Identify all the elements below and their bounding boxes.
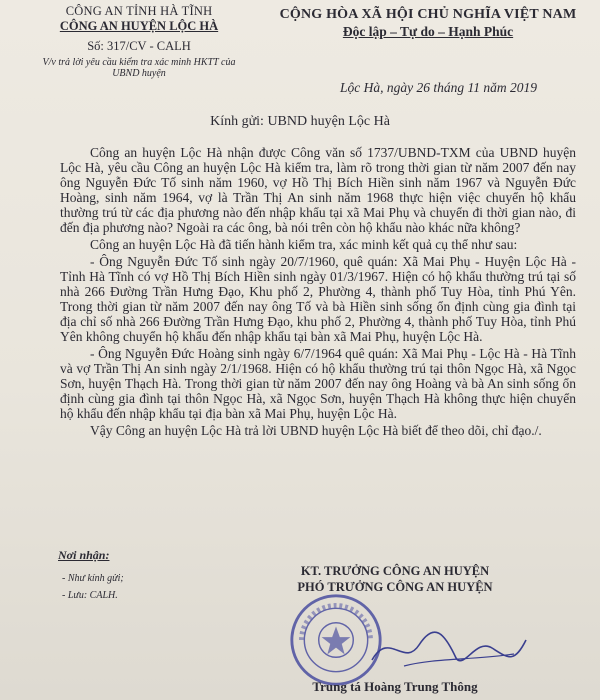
document-subject: V/v trả lời yêu cầu kiểm tra xác minh HKTT của UBND huyện <box>42 57 236 79</box>
country-name: CỘNG HÒA XÃ HỘI CHỦ NGHĨA VIỆT NAM <box>279 7 577 22</box>
recipient-item: - Như kính gửi; <box>62 573 124 584</box>
signature-title-1: KT. TRƯỞNG CÔNG AN HUYỆN <box>300 564 490 578</box>
document-number: Số: 317/CV - CALH <box>87 39 191 53</box>
recipients-list <box>62 570 124 604</box>
document-date: Lộc Hà, ngày 26 tháng 11 năm 2019 <box>340 80 537 95</box>
national-motto <box>268 23 588 40</box>
issuer-province: CÔNG AN TỈNH HÀ TĨNH <box>65 4 213 18</box>
signatory-name: Trung tá Hoàng Trung Thông <box>312 679 478 694</box>
body-paragraph: Vậy Công an huyện Lộc Hà trả lời UBND huyện Lộc Hà biết để theo dõi, chỉ đạo./. <box>90 423 542 438</box>
issuer-header <box>24 4 254 79</box>
body-paragraph: Công an huyện Lộc Hà nhận được Công văn số 1737/UBND-TXM của UBND huyện Lộc Hà, yêu cầu Công an huyện Lộc Hà kiểm tra, làm rõ trong thời gian từ năm 2007 đến nay ông Nguyễn Đức Tố sinh năm 1960, vợ Hồ Thị Bích Hiền sinh năm 1967 và Nguyễn Đức Hoàng, sinh năm 1964, vợ là Trần Thị An sinh năm 1968 thực hiện việc chuyển hộ khẩu thường trú từ các địa phương nào đến nhập khẩu tại xã Mai Phụ và chuyển đi thời gian nào, đi đến địa phương nào? Ngoài ra các ông, bà nói trên còn hộ khẩu nào khác nữa không? <box>60 145 576 235</box>
body-paragraph: - Ông Nguyễn Đức Hoàng sinh ngày 6/7/1964 quê quán: Xã Mai Phụ - Lộc Hà - Hà Tĩnh và vợ Trần Thị An sinh ngày 2/1/1968. Hiện có hộ khẩu thường trú tại thôn Ngọc Hà, xã Ngọc Sơn, huyện Thạch Hà. Trong thời gian từ năm 2007 đến nay ông Hoàng và bà An sinh sống ổn định cùng gia đình tại thôn Ngọc Hà, xã Ngọc Sơn, huyện Thạch Hà không thực hiện chuyển hộ khẩu đến nhập khẩu tại địa bàn xã Mai Phụ, huyện Lộc Hà. <box>60 346 576 421</box>
recipients-label: Nơi nhận: <box>58 548 110 562</box>
document-body <box>60 145 576 440</box>
national-motto-text: Độc lập – Tự do – Hạnh Phúc <box>342 24 514 39</box>
signature-title-2: PHÓ TRƯỞNG CÔNG AN HUYỆN <box>297 580 493 594</box>
issuer-agency: CÔNG AN HUYỆN LỘC HÀ <box>59 19 219 33</box>
recipient-item: - Lưu: CALH. <box>62 590 118 601</box>
body-paragraph: Công an huyện Lộc Hà đã tiến hành kiểm tra, xác minh kết quả cụ thể như sau: <box>90 237 518 252</box>
national-header <box>268 6 588 40</box>
body-paragraph: - Ông Nguyễn Đức Tố sinh ngày 20/7/1960, quê quán: Xã Mai Phụ - Huyện Lộc Hà - Tỉnh Hà Tĩnh có vợ Hồ Thị Bích Hiền sinh ngày 01/3/1967. Hiện có hộ khẩu thường trú tại số nhà 266 Đường Trần Hưng Đạo, Khu phố 2, Phường 4, thành phố Tuy Hòa, tỉnh Phú Yên. Trong thời gian từ năm 2007 đến nay ông Tố và bà Hiền sinh sống ổn định cùng gia đình tại địa chỉ số nhà 266 Đường Trần Hưng Đạo, khu phố 2, Phường 4, thành phố Tuy Hòa, tỉnh Phú Yên không chuyển hộ khẩu đến nhập khẩu tại bàn xã Mai Phụ, huyện Lộc Hà. <box>60 254 576 344</box>
handwritten-signature-icon <box>364 620 534 680</box>
recipient-greeting: Kính gửi: UBND huyện Lộc Hà <box>210 114 390 129</box>
